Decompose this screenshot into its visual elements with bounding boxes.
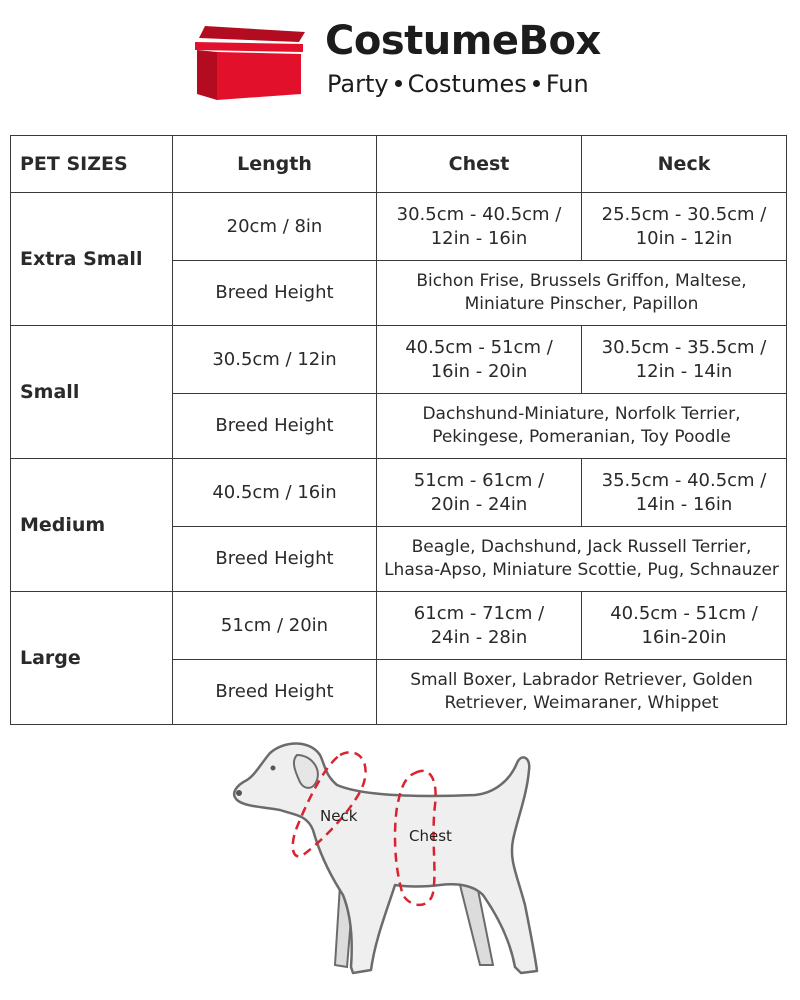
- breed-height-label: Breed Height: [173, 261, 377, 326]
- breeds-line: Pekingese, Pomeranian, Toy Poodle: [432, 427, 731, 447]
- chest-cell: [377, 459, 582, 527]
- breeds-line: Retriever, Weimaraner, Whippet: [444, 693, 719, 713]
- chest-line: 40.5cm - 51cm /: [405, 336, 553, 358]
- breeds-cell: [377, 660, 787, 725]
- size-label: Large: [11, 592, 173, 725]
- neck-line: 35.5cm - 40.5cm /: [601, 469, 767, 491]
- chest-line: 51cm - 61cm /: [413, 469, 545, 491]
- brand-name: CostumeBox: [325, 18, 601, 64]
- table-row: [11, 459, 787, 527]
- header-length: Length: [173, 136, 377, 193]
- breeds-line: Dachshund-Miniature, Norfolk Terrier,: [422, 404, 741, 424]
- neck-label: Neck: [320, 807, 358, 825]
- neck-line: 12in - 14in: [635, 360, 733, 382]
- dog-measurement-diagram: [225, 735, 565, 990]
- breed-height-label: Breed Height: [173, 660, 377, 725]
- breeds-line: Lhasa-Apso, Miniature Scottie, Pug, Schnauzer: [384, 560, 779, 580]
- length-cell: 20cm / 8in: [173, 193, 377, 261]
- breeds-cell: [377, 261, 787, 326]
- brand-tagline: [327, 70, 589, 98]
- length-cell: 51cm / 20in: [173, 592, 377, 660]
- brand-logo: [195, 18, 615, 108]
- chest-line: 12in - 16in: [430, 227, 528, 249]
- table-header-row: [11, 136, 787, 193]
- chest-line: 16in - 20in: [430, 360, 528, 382]
- chest-line: 30.5cm - 40.5cm /: [396, 203, 562, 225]
- breeds-cell: [377, 527, 787, 592]
- chest-label: Chest: [409, 827, 452, 845]
- breeds-line: Bichon Frise, Brussels Griffon, Maltese,: [416, 271, 747, 291]
- breeds-cell: [377, 394, 787, 459]
- pet-size-table: [10, 135, 787, 725]
- table-row: [11, 592, 787, 660]
- size-label: Small: [11, 326, 173, 459]
- box-logo-icon: [195, 20, 310, 102]
- neck-line: 40.5cm - 51cm /: [610, 602, 758, 624]
- breeds-line: Miniature Pinscher, Papillon: [464, 294, 699, 314]
- tagline-costumes: Costumes: [407, 70, 527, 98]
- table-row: [11, 193, 787, 261]
- neck-line: 25.5cm - 30.5cm /: [601, 203, 767, 225]
- table-row: [11, 326, 787, 394]
- breeds-line: Beagle, Dachshund, Jack Russell Terrier,: [411, 537, 752, 557]
- header-chest: Chest: [377, 136, 582, 193]
- size-label: Medium: [11, 459, 173, 592]
- bullet-icon: [395, 80, 402, 87]
- tagline-party: Party: [327, 70, 389, 98]
- breed-height-label: Breed Height: [173, 527, 377, 592]
- neck-cell: [582, 326, 787, 394]
- size-label: Extra Small: [11, 193, 173, 326]
- neck-line: 30.5cm - 35.5cm /: [601, 336, 767, 358]
- neck-line: 16in-20in: [641, 626, 727, 648]
- neck-line: 10in - 12in: [635, 227, 733, 249]
- neck-cell: [582, 459, 787, 527]
- chest-line: 61cm - 71cm /: [413, 602, 545, 624]
- breed-height-label: Breed Height: [173, 394, 377, 459]
- chest-cell: [377, 326, 582, 394]
- tagline-fun: Fun: [545, 70, 589, 98]
- header-pet-sizes: PET SIZES: [11, 136, 173, 193]
- header-neck: Neck: [582, 136, 787, 193]
- length-cell: 30.5cm / 12in: [173, 326, 377, 394]
- neck-line: 14in - 16in: [635, 493, 733, 515]
- chest-cell: [377, 592, 582, 660]
- neck-cell: [582, 193, 787, 261]
- bullet-icon: [533, 80, 540, 87]
- dog-silhouette-icon: [225, 735, 565, 990]
- chest-line: 20in - 24in: [430, 493, 528, 515]
- length-cell: 40.5cm / 16in: [173, 459, 377, 527]
- breeds-line: Small Boxer, Labrador Retriever, Golden: [410, 670, 753, 690]
- chest-line: 24in - 28in: [430, 626, 528, 648]
- chest-cell: [377, 193, 582, 261]
- neck-cell: [582, 592, 787, 660]
